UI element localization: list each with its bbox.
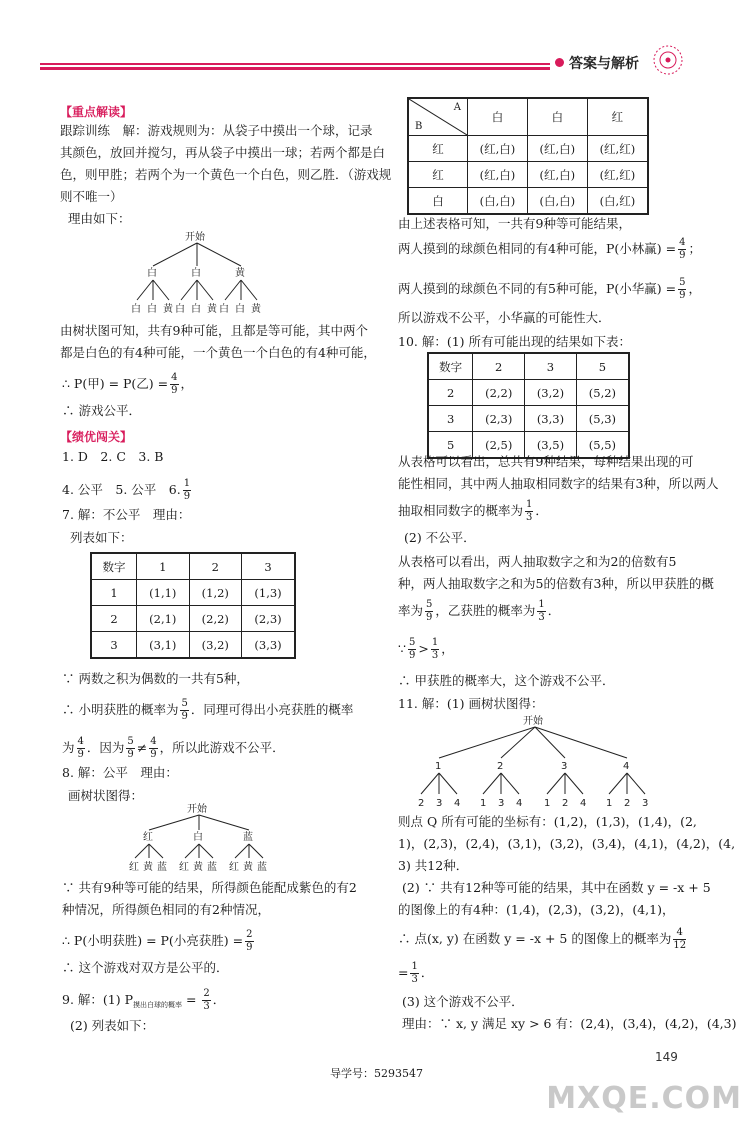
tree-leaf: 4: [454, 798, 461, 809]
tree-leaf: 红: [229, 862, 239, 873]
tree-leaf: 蓝: [207, 862, 217, 873]
text-line: 10. 解：(1) 所有可能出现的结果如下表：: [398, 334, 632, 349]
text-line: 3) 共12种．: [398, 858, 469, 873]
table-row: A B 白 白 红: [408, 98, 648, 136]
table-products: [90, 552, 296, 659]
tree-node: 黄: [235, 268, 245, 279]
equation-line: ∴ P(甲) = P(乙) = $\frac{4}{9}$ ，: [62, 372, 194, 396]
fraction: $\frac{4}{9}$: [150, 736, 157, 760]
tree-leaf: 蓝: [157, 862, 167, 873]
table-ball-colors: [407, 97, 649, 215]
tree-node: 2: [497, 761, 504, 772]
equation-line: 抽取相同数字的概率为 $\frac{1}{3}$ ．: [398, 499, 548, 523]
fraction: $\frac{2}{9}$: [246, 929, 253, 953]
header-rule: [40, 63, 550, 70]
table-row: 数字 1 2 3: [91, 553, 295, 580]
fraction: $\frac{5}{9}$: [127, 736, 134, 760]
tree-node: 蓝: [243, 832, 253, 843]
table-row: 3 (2,3) (3,3) (5,3): [428, 406, 629, 432]
text-line: 都是白色的有4种可能，一个黄色一个白色的有4种可能，: [60, 345, 376, 360]
tree-leaf: 1: [544, 798, 551, 809]
tree-leaf: 白: [147, 304, 157, 315]
tree-leaf: 3: [642, 798, 649, 809]
watermark: MXQE.COM: [546, 1081, 742, 1116]
tree-leaf: 黄: [193, 862, 203, 873]
table-row: 2 (2,1) (2,2) (2,3): [91, 606, 295, 632]
header-bullet-icon: [555, 58, 564, 67]
tree-leaf: 黄: [163, 304, 173, 315]
text-line: 种情况，所得颜色相同的有2种情况，: [62, 902, 270, 917]
text-line: (2) ∵ 共有12种等可能的结果，其中在函数 y = -x + 5: [402, 880, 711, 895]
fraction: $\frac{1}{3}$: [538, 599, 545, 623]
text-line: 能性相同，其中两人抽取相同数字的结果有3种，所以两人: [398, 476, 719, 491]
text-line: 1)，(2,3)，(2,4)，(3,1)，(3,2)，(3,4)，(4,1)，(4,2)，(4,: [398, 836, 736, 851]
text-line: 11. 解：(1) 画树状图得：: [398, 696, 544, 711]
tree-node: 1: [435, 761, 442, 772]
equation-line: 两人摸到的球颜色相同的有4种可能，P(小林赢) = $\frac{4}{9}$ ；: [398, 237, 701, 261]
fraction: $\frac{1}{3}$: [526, 499, 533, 523]
tree-node: 开始: [185, 232, 205, 243]
section-title-challenge: 【绩优闯关】: [60, 430, 133, 444]
table-row: 白 (白,白) (白,白) (白,红): [408, 188, 648, 215]
tree-diagram-1: [115, 228, 285, 316]
text-line: ∵ 共有9种等可能的结果，所得颜色能配成紫色的有2: [62, 880, 357, 895]
tree-node: 白: [191, 268, 201, 279]
header-title: 答案与解析: [555, 53, 639, 73]
table-row: 1 (1,1) (1,2) (1,3): [91, 580, 295, 606]
equation-line: ∴ 点(x, y) 在函数 y = -x + 5 的图像上的概率为 $\frac{4}{12}$: [398, 927, 687, 951]
tree-leaf: 黄: [207, 304, 217, 315]
tree-node: 红: [143, 832, 153, 843]
tree-leaf: 2: [624, 798, 631, 809]
equation-line: 两人摸到的球颜色不同的有5种可能，P(小华赢) = $\frac{5}{9}$ ，: [398, 277, 701, 301]
equation-line: = $\frac{1}{3}$ ．: [398, 961, 434, 985]
tree-node: 白: [147, 268, 157, 279]
tree-leaf: 3: [436, 798, 443, 809]
text-line: ∴ 游戏公平．: [62, 403, 141, 418]
equation-line: ∴ 小明获胜的概率为 $\frac{5}{9}$ ．同理可得出小亮获胜的概率: [62, 698, 354, 722]
text-line: 跟踪训练 解：游戏规则为：从袋子中摸出一个球，记录: [60, 123, 373, 138]
tree-leaf: 红: [179, 862, 189, 873]
text-line: 则不唯一）: [60, 189, 123, 204]
tree-leaf: 2: [562, 798, 569, 809]
equation-line: ∵ $\frac{5}{9}$ > $\frac{1}{3}$ ，: [398, 637, 454, 661]
fraction: $\frac{4}{9}$: [171, 372, 178, 396]
fraction: $\frac{2}{3}$: [203, 988, 210, 1012]
answer-line: 4. 公平 5. 公平 6. $\frac{1}{9}$: [62, 478, 191, 502]
tree-leaf: 白: [191, 304, 201, 315]
table-numbers: [427, 352, 630, 459]
section-title-key: 【重点解读】: [60, 105, 133, 119]
tree-leaf: 黄: [143, 862, 153, 873]
text-line: 从表格可以看出，总共有9种结果，每种结果出现的可: [398, 454, 694, 469]
tree-node: 开始: [187, 804, 207, 815]
equation-line: 9. 解：(1) $P_{摸出白球的概率}$ = $\frac{2}{3}$ ．: [62, 988, 226, 1012]
tree-node: 3: [561, 761, 568, 772]
tree-node: 白: [193, 832, 203, 843]
page-number: 149: [655, 1050, 678, 1064]
answer-line: 1. D 2. C 3. B: [62, 449, 164, 464]
text-line: 理由如下：: [68, 211, 131, 226]
text-line: (2) 不公平．: [404, 530, 476, 545]
tree-diagram-2: [115, 800, 285, 875]
tree-leaf: 3: [498, 798, 505, 809]
tree-leaf: 1: [480, 798, 487, 809]
text-line: 则点 Q 所有可能的坐标有：(1,2)，(1,3)，(1,4)，(2,: [398, 814, 697, 829]
text-line: 画树状图得：: [68, 788, 144, 803]
tree-leaf: 蓝: [257, 862, 267, 873]
text-line: (3) 这个游戏不公平．: [402, 994, 524, 1009]
fraction: $\frac{5}{9}$: [426, 599, 433, 623]
text-line: 8. 解：公平 理由：: [62, 765, 178, 780]
flower-ornament-icon: [648, 42, 688, 78]
text-line: ∴ 这个游戏对双方是公平的．: [62, 960, 229, 975]
guide-number: 导学号：5293547: [330, 1067, 423, 1080]
tree-leaf: 4: [580, 798, 587, 809]
text-line: 由树状图可知，共有9种可能，且都是等可能，其中两个: [60, 323, 368, 338]
tree-leaf: 1: [606, 798, 613, 809]
fraction: $\frac{5}{9}$: [408, 637, 416, 661]
table-row: 红 (红,白) (红,白) (红,红): [408, 136, 648, 162]
text-line: 从表格可以看出，两人抽取数字之和为2的倍数有5: [398, 554, 677, 569]
fraction: $\frac{4}{9}$: [679, 237, 686, 261]
table-row: 红 (红,白) (红,白) (红,红): [408, 162, 648, 188]
table-corner-cell: A B: [408, 98, 468, 136]
fraction: $\frac{5}{9}$: [181, 698, 188, 722]
fraction: $\frac{5}{9}$: [679, 277, 686, 301]
fraction: $\frac{1}{3}$: [411, 961, 418, 985]
text-line: 的图像上的有4种：(1,4)，(2,3)，(3,2)，(4,1)，: [398, 902, 675, 917]
tree-leaf: 白: [131, 304, 141, 315]
text-line: 列表如下：: [70, 530, 133, 545]
fraction: $\frac{4}{9}$: [77, 736, 84, 760]
tree-diagram-3: [405, 712, 665, 810]
tree-leaf: 黄: [243, 862, 253, 873]
tree-leaf: 黄: [251, 304, 261, 315]
text-line: 色，则甲胜；若两个为一个黄色一个白色，则乙胜．（游戏规: [60, 167, 392, 182]
text-line: ∴ 甲获胜的概率大，这个游戏不公平．: [398, 673, 615, 688]
fraction: $\frac{4}{12}$: [673, 927, 687, 951]
fraction: $\frac{1}{9}$: [183, 478, 191, 502]
text-line: ∵ 两数之积为偶数的一共有5种，: [62, 671, 249, 686]
tree-leaf: 白: [219, 304, 229, 315]
table-row: 2 (2,2) (3,2) (5,2): [428, 380, 629, 406]
text-line: 种，两人抽取数字之和为5的倍数有3种，所以甲获胜的概: [398, 576, 714, 591]
text-line: (2) 列表如下：: [70, 1018, 155, 1033]
tree-leaf: 白: [235, 304, 245, 315]
equation-line: 为 $\frac{4}{9}$ ．因为 $\frac{5}{9}$ ≠ $\frac{4}{9}$ ，所以此游戏不公平．: [62, 736, 285, 760]
tree-leaf: 2: [418, 798, 425, 809]
tree-node: 4: [623, 761, 630, 772]
equation-line: ∴ P(小明获胜) = P(小亮获胜) = $\frac{2}{9}$: [62, 929, 253, 953]
text-line: 由上述表格可知，一共有9种等可能结果，: [398, 216, 631, 231]
text-line: 所以游戏不公平，小华赢的可能性大．: [398, 310, 611, 325]
table-row: 3 (3,1) (3,2) (3,3): [91, 632, 295, 659]
table-row: 5 (2,5) (3,5) (5,5): [428, 432, 629, 459]
text-line: 7. 解：不公平 理由：: [62, 507, 191, 522]
equation-line: 率为 $\frac{5}{9}$ ，乙获胜的概率为 $\frac{1}{3}$ ．: [398, 599, 561, 623]
table-row: 数字 2 3 5: [428, 353, 629, 380]
tree-node: 开始: [523, 716, 543, 727]
tree-leaf: 红: [129, 862, 139, 873]
tree-leaf: 4: [516, 798, 523, 809]
fraction: $\frac{1}{3}$: [431, 637, 439, 661]
tree-leaf: 白: [175, 304, 185, 315]
text-line: 理由：∵ x, y 满足 xy > 6 有：(2,4)，(3,4)，(4,2)，(4,3): [402, 1016, 737, 1031]
text-line: 其颜色，放回并搅匀，再从袋子中摸出一球；若两个都是白: [60, 145, 386, 160]
